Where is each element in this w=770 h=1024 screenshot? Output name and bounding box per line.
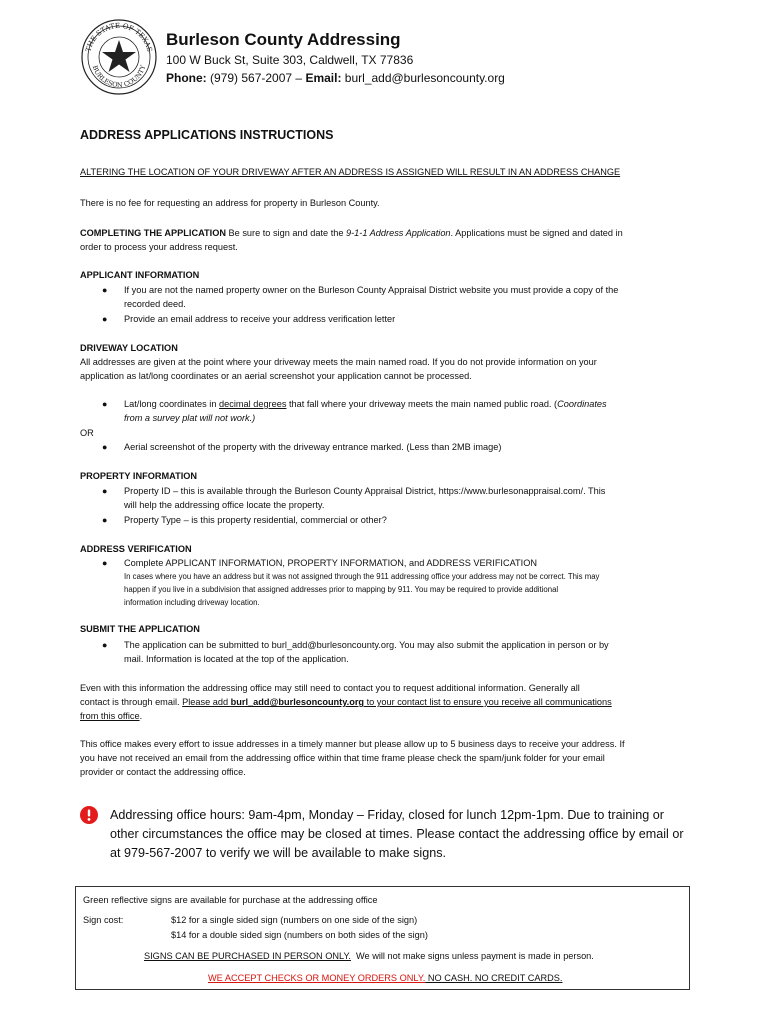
phone-label: Phone: bbox=[166, 71, 207, 85]
bullet-icon: ● bbox=[102, 515, 108, 525]
verification-note: In cases where you have an address but it was not assigned through the 911 addressing office your address may not be correct. This may happen if you live in a subdivision that assigned addresses prior to mapping by 911. You may be required to provide additional information including driveway location. bbox=[124, 572, 600, 607]
completing-label: COMPLETING THE APPLICATION bbox=[80, 228, 226, 238]
driveway-warning: ALTERING THE LOCATION OF YOUR DRIVEWAY AFTER AN ADDRESS IS ASSIGNED WILL RESULT IN AN ADDRESS CHANGE bbox=[80, 167, 621, 177]
contact-email: burl_add@burlesoncounty.org bbox=[230, 697, 365, 707]
submit-heading: SUBMIT THE APPLICATION bbox=[80, 624, 200, 634]
email-label: Email: bbox=[305, 71, 342, 85]
org-name: Burleson County Addressing bbox=[166, 30, 401, 49]
property-heading: PROPERTY INFORMATION bbox=[80, 471, 198, 481]
list-item: Complete APPLICANT INFORMATION, PROPERTY INFORMATION, and ADDRESS VERIFICATION bbox=[124, 558, 538, 568]
driveway-paragraph: All addresses are given at the point where your driveway meets the main named road. If you do not provide information on your application as lat/long coordinates or an aerial screenshot your application cannot be processed. bbox=[80, 357, 597, 381]
page-title: ADDRESS APPLICATIONS INSTRUCTIONS bbox=[80, 128, 334, 142]
county-seal-icon bbox=[80, 18, 158, 96]
contact-paragraph: Even with this information the addressing office may still need to contact you to request additional information. Generally all contact is through email. Please add burl_add@burlesoncounty.org to your contact list to ensure you receive all communications from this office. bbox=[80, 683, 612, 721]
list-item: Property ID – this is available through the Burleson County Appraisal District, https://www.burlesonappraisal.com/. This will help the addressing office locate the property. bbox=[124, 486, 606, 510]
bullet-icon: ● bbox=[102, 558, 108, 568]
org-contact bbox=[166, 71, 505, 85]
signs-box bbox=[75, 886, 690, 990]
bullet-icon: ● bbox=[102, 399, 108, 409]
applicant-heading: APPLICANT INFORMATION bbox=[80, 270, 200, 280]
form-name: 9-1-1 Address Application bbox=[346, 228, 451, 238]
bullet-icon: ● bbox=[102, 640, 108, 650]
no-fee-text: There is no fee for requesting an address for property in Burleson County. bbox=[80, 198, 380, 208]
email-address: burl_add@burlesoncounty.org bbox=[344, 71, 505, 85]
org-address: 100 W Buck St, Suite 303, Caldwell, TX 77836 bbox=[166, 53, 414, 67]
bullet-icon: ● bbox=[102, 442, 108, 452]
svg-text:THE STATE OF TEXAS: THE STATE OF TEXAS bbox=[84, 21, 154, 53]
bullet-icon: ● bbox=[102, 285, 108, 295]
list-item: The application can be submitted to burl_add@burlesoncounty.org. You may also submit the application in person or by mail. Information is located at the top of the application. bbox=[124, 640, 609, 664]
in-person-notice: SIGNS CAN BE PURCHASED IN PERSON ONLY. We will not make signs unless payment is made in person. bbox=[144, 951, 594, 961]
bullet-icon: ● bbox=[102, 314, 108, 324]
sign-price-double: $14 for a double sided sign (numbers on both sides of the sign) bbox=[171, 930, 428, 940]
list-item: Provide an email address to receive your address verification letter bbox=[124, 314, 396, 324]
completing-paragraph: COMPLETING THE APPLICATION Be sure to sign and date the 9-1-1 Address Application. Applications must be signed and dated in order to process your address request. bbox=[80, 228, 623, 252]
signs-intro: Green reflective signs are available for purchase at the addressing office bbox=[83, 895, 378, 905]
list-item: If you are not the named property owner on the Burleson County Appraisal District website you must provide a copy of the recorded deed. bbox=[124, 285, 619, 309]
bullet-icon: ● bbox=[102, 486, 108, 496]
phone-number: (979) 567-2007 – bbox=[210, 71, 303, 85]
office-hours-notice: Addressing office hours: 9am-4pm, Monday – Friday, closed for lunch 12pm-1pm. Due to training or other circumstances the office may be closed at times. Please contact the addressing office by email or at 979-567-2007 to verify we will be available to make signs. bbox=[110, 808, 684, 860]
alert-icon bbox=[80, 806, 98, 824]
list-item: Property Type – is this property residential, commercial or other? bbox=[124, 515, 387, 525]
verification-heading: ADDRESS VERIFICATION bbox=[80, 544, 192, 554]
list-item: Lat/long coordinates in decimal degrees that fall where your driveway meets the main named public road. (Coordinates from a survey plat will not work.) bbox=[124, 399, 607, 423]
payment-notice: WE ACCEPT CHECKS OR MONEY ORDERS ONLY. NO CASH. NO CREDIT CARDS. bbox=[208, 973, 563, 983]
or-label: OR bbox=[80, 428, 94, 438]
timing-paragraph: This office makes every effort to issue addresses in a timely manner but please allow up to 5 business days to receive your address. If you have not received an email from the addressing office within that time frame please check the spam/junk folder for your email provider or contact the addressing office. bbox=[80, 739, 625, 777]
sign-cost-label: Sign cost: bbox=[83, 915, 124, 925]
sign-price-single: $12 for a single sided sign (numbers on one side of the sign) bbox=[171, 915, 418, 925]
svg-text:BURLESON COUNTY: BURLESON COUNTY bbox=[90, 64, 148, 90]
driveway-heading: DRIVEWAY LOCATION bbox=[80, 343, 178, 353]
list-item: Aerial screenshot of the property with the driveway entrance marked. (Less than 2MB image) bbox=[124, 442, 502, 452]
